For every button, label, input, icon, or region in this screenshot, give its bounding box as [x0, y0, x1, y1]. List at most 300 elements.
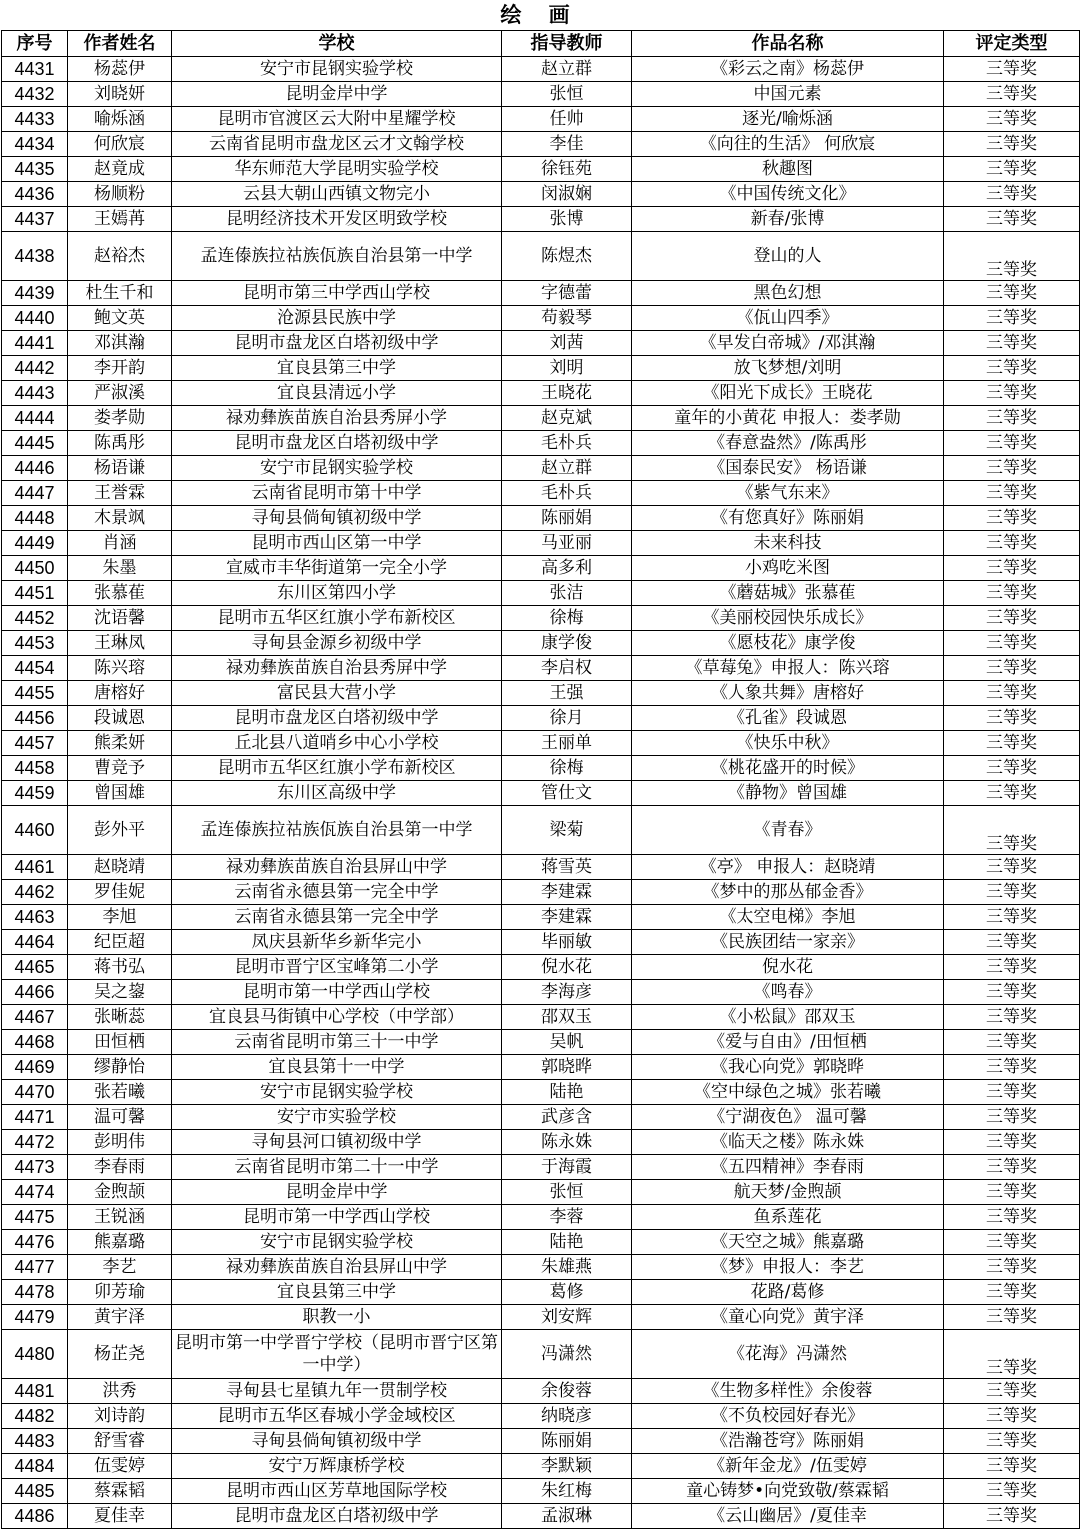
- header-cell: 评定类型: [944, 31, 1080, 57]
- serial-number-cell: 4446: [2, 456, 68, 481]
- school-cell: 东川区高级中学: [172, 781, 502, 806]
- author-name-cell: 罗佳妮: [68, 880, 172, 905]
- author-name-cell: 娄孝勋: [68, 406, 172, 431]
- award-type-cell: 三等奖: [944, 1130, 1080, 1155]
- serial-number-cell: 4438: [2, 232, 68, 281]
- header-cell: 学校: [172, 31, 502, 57]
- table-row: [2, 606, 1080, 631]
- teacher-cell: 王强: [502, 681, 632, 706]
- table-row: [2, 556, 1080, 581]
- teacher-cell: 张恒: [502, 1180, 632, 1205]
- award-type-cell: 三等奖: [944, 381, 1080, 406]
- table-row: [2, 157, 1080, 182]
- author-name-cell: 伍雯婷: [68, 1454, 172, 1479]
- serial-number-cell: 4458: [2, 756, 68, 781]
- serial-number-cell: 4441: [2, 331, 68, 356]
- work-title-cell: 逐光/喻烁涵: [632, 107, 944, 132]
- author-name-cell: 赵竟成: [68, 157, 172, 182]
- table-row: [2, 1030, 1080, 1055]
- award-type-cell: 三等奖: [944, 1055, 1080, 1080]
- work-title-cell: 黑色幻想: [632, 281, 944, 306]
- award-type-cell: 三等奖: [944, 1404, 1080, 1429]
- table-row: [2, 855, 1080, 880]
- teacher-cell: 武彦含: [502, 1105, 632, 1130]
- award-type-cell: 三等奖: [944, 406, 1080, 431]
- serial-number-cell: 4452: [2, 606, 68, 631]
- teacher-cell: 刘明: [502, 356, 632, 381]
- work-title-cell: 花路/葛修: [632, 1280, 944, 1305]
- author-name-cell: 赵晓靖: [68, 855, 172, 880]
- author-name-cell: 刘晓妍: [68, 82, 172, 107]
- teacher-cell: 李建霖: [502, 905, 632, 930]
- table-row: [2, 756, 1080, 781]
- award-type-cell: 三等奖: [944, 905, 1080, 930]
- work-title-cell: 《花海》冯潇然: [632, 1330, 944, 1379]
- awards-table: [1, 30, 1080, 1529]
- table-row: [2, 1454, 1080, 1479]
- serial-number-cell: 4459: [2, 781, 68, 806]
- teacher-cell: 陈煜杰: [502, 232, 632, 281]
- work-title-cell: 中国元素: [632, 82, 944, 107]
- school-cell: 云南省永德县第一完全中学: [172, 880, 502, 905]
- work-title-cell: 《草莓兔》申报人：陈兴瑢: [632, 656, 944, 681]
- teacher-cell: 王丽单: [502, 731, 632, 756]
- table-row: [2, 880, 1080, 905]
- school-cell: 禄劝彝族苗族自治县屏山中学: [172, 855, 502, 880]
- teacher-cell: 张洁: [502, 581, 632, 606]
- author-name-cell: 陈兴瑢: [68, 656, 172, 681]
- school-cell: 丘北县八道哨乡中心小学校: [172, 731, 502, 756]
- school-cell: 云南省昆明市第三十一中学: [172, 1030, 502, 1055]
- school-cell: 东川区第四小学: [172, 581, 502, 606]
- award-type-cell: 三等奖: [944, 456, 1080, 481]
- school-cell: 昆明市晋宁区宝峰第二小学: [172, 955, 502, 980]
- author-name-cell: 杨语谦: [68, 456, 172, 481]
- table-row: [2, 1180, 1080, 1205]
- table-row: [2, 406, 1080, 431]
- teacher-cell: 毕丽敏: [502, 930, 632, 955]
- work-title-cell: 《太空电梯》李旭: [632, 905, 944, 930]
- author-name-cell: 杜生千和: [68, 281, 172, 306]
- work-title-cell: 《阳光下成长》王晓花: [632, 381, 944, 406]
- serial-number-cell: 4468: [2, 1030, 68, 1055]
- table-row: [2, 182, 1080, 207]
- work-title-cell: 《桃花盛开的时候》: [632, 756, 944, 781]
- serial-number-cell: 4448: [2, 506, 68, 531]
- teacher-cell: 字德蕾: [502, 281, 632, 306]
- work-title-cell: 《不负校园好春光》: [632, 1404, 944, 1429]
- work-title-cell: 倪水花: [632, 955, 944, 980]
- table-row: [2, 207, 1080, 232]
- teacher-cell: 李启权: [502, 656, 632, 681]
- teacher-cell: 倪水花: [502, 955, 632, 980]
- table-row: [2, 1429, 1080, 1454]
- teacher-cell: 邵双玉: [502, 1005, 632, 1030]
- school-cell: 宜良县第十一中学: [172, 1055, 502, 1080]
- teacher-cell: 陈丽娟: [502, 1429, 632, 1454]
- table-row: [2, 1155, 1080, 1180]
- teacher-cell: 徐钰苑: [502, 157, 632, 182]
- table-row: [2, 1404, 1080, 1429]
- teacher-cell: 冯潇然: [502, 1330, 632, 1379]
- award-type-cell: 三等奖: [944, 1280, 1080, 1305]
- serial-number-cell: 4481: [2, 1379, 68, 1404]
- award-type-cell: 三等奖: [944, 1205, 1080, 1230]
- serial-number-cell: 4478: [2, 1280, 68, 1305]
- school-cell: 凤庆县新华乡新华完小: [172, 930, 502, 955]
- teacher-cell: 张恒: [502, 82, 632, 107]
- teacher-cell: 任帅: [502, 107, 632, 132]
- table-row: [2, 681, 1080, 706]
- serial-number-cell: 4445: [2, 431, 68, 456]
- table-row: [2, 481, 1080, 506]
- school-cell: 昆明市五华区红旗小学布新校区: [172, 606, 502, 631]
- work-title-cell: 《紫气东来》: [632, 481, 944, 506]
- serial-number-cell: 4451: [2, 581, 68, 606]
- serial-number-cell: 4443: [2, 381, 68, 406]
- work-title-cell: 《空中绿色之城》张若曦: [632, 1080, 944, 1105]
- teacher-cell: 徐梅: [502, 606, 632, 631]
- author-name-cell: 彭外平: [68, 806, 172, 855]
- award-type-cell: 三等奖: [944, 980, 1080, 1005]
- author-name-cell: 熊嘉璐: [68, 1230, 172, 1255]
- school-cell: 昆明市第一中学西山学校: [172, 980, 502, 1005]
- work-title-cell: 鱼系莲花: [632, 1205, 944, 1230]
- teacher-cell: 徐梅: [502, 756, 632, 781]
- award-type-cell: 三等奖: [944, 157, 1080, 182]
- table-row: [2, 82, 1080, 107]
- school-cell: 孟连傣族拉祜族佤族自治县第一中学: [172, 232, 502, 281]
- teacher-cell: 李默颖: [502, 1454, 632, 1479]
- teacher-cell: 赵立群: [502, 456, 632, 481]
- author-name-cell: 王锐涵: [68, 1205, 172, 1230]
- award-type-cell: 三等奖: [944, 1379, 1080, 1404]
- award-type-cell: 三等奖: [944, 132, 1080, 157]
- award-type-cell: 三等奖: [944, 107, 1080, 132]
- serial-number-cell: 4467: [2, 1005, 68, 1030]
- work-title-cell: 《向往的生活》 何欣宸: [632, 132, 944, 157]
- serial-number-cell: 4479: [2, 1305, 68, 1330]
- table-row: [2, 531, 1080, 556]
- serial-number-cell: 4465: [2, 955, 68, 980]
- serial-number-cell: 4480: [2, 1330, 68, 1379]
- author-name-cell: 金煦颉: [68, 1180, 172, 1205]
- work-title-cell: 《国泰民安》 杨语谦: [632, 456, 944, 481]
- author-name-cell: 段诚恩: [68, 706, 172, 731]
- work-title-cell: 《小松鼠》邵双玉: [632, 1005, 944, 1030]
- award-type-cell: 三等奖: [944, 681, 1080, 706]
- work-title-cell: 《有您真好》陈丽娟: [632, 506, 944, 531]
- award-type-cell: 三等奖: [944, 656, 1080, 681]
- author-name-cell: 沈语馨: [68, 606, 172, 631]
- serial-number-cell: 4474: [2, 1180, 68, 1205]
- teacher-cell: 苟毅琴: [502, 306, 632, 331]
- award-type-cell: 三等奖: [944, 1429, 1080, 1454]
- author-name-cell: 蒋书弘: [68, 955, 172, 980]
- table-row: [2, 781, 1080, 806]
- author-name-cell: 张晰蕊: [68, 1005, 172, 1030]
- table-row: [2, 107, 1080, 132]
- work-title-cell: 童年的小黄花 申报人：娄孝勋: [632, 406, 944, 431]
- award-type-cell: 三等奖: [944, 631, 1080, 656]
- school-cell: 昆明市第三中学西山学校: [172, 281, 502, 306]
- serial-number-cell: 4477: [2, 1255, 68, 1280]
- award-type-cell: 三等奖: [944, 57, 1080, 82]
- serial-number-cell: 4471: [2, 1105, 68, 1130]
- table-row: [2, 1230, 1080, 1255]
- award-type-cell: 三等奖: [944, 706, 1080, 731]
- school-cell: 昆明市盘龙区白塔初级中学: [172, 1504, 502, 1529]
- serial-number-cell: 4473: [2, 1155, 68, 1180]
- work-title-cell: 《生物多样性》余俊蓉: [632, 1379, 944, 1404]
- teacher-cell: 高多利: [502, 556, 632, 581]
- school-cell: 安宁市昆钢实验学校: [172, 1080, 502, 1105]
- teacher-cell: 刘安辉: [502, 1305, 632, 1330]
- award-type-cell: 三等奖: [944, 606, 1080, 631]
- school-cell: 昆明市盘龙区白塔初级中学: [172, 706, 502, 731]
- author-name-cell: 纪臣超: [68, 930, 172, 955]
- table-row: [2, 1080, 1080, 1105]
- school-cell: 云县大朝山西镇文物完小: [172, 182, 502, 207]
- teacher-cell: 朱雄燕: [502, 1255, 632, 1280]
- school-cell: 寻甸县倘甸镇初级中学: [172, 1429, 502, 1454]
- teacher-cell: 马亚丽: [502, 531, 632, 556]
- school-cell: 安宁市昆钢实验学校: [172, 57, 502, 82]
- author-name-cell: 刘诗韵: [68, 1404, 172, 1429]
- award-type-cell: 三等奖: [944, 207, 1080, 232]
- author-name-cell: 何欣宸: [68, 132, 172, 157]
- table-row: [2, 232, 1080, 281]
- teacher-cell: 朱红梅: [502, 1479, 632, 1504]
- award-type-cell: 三等奖: [944, 1330, 1080, 1379]
- serial-number-cell: 4436: [2, 182, 68, 207]
- author-name-cell: 唐榕好: [68, 681, 172, 706]
- award-type-cell: 三等奖: [944, 182, 1080, 207]
- teacher-cell: 葛修: [502, 1280, 632, 1305]
- school-cell: 云南省昆明市第十中学: [172, 481, 502, 506]
- serial-number-cell: 4460: [2, 806, 68, 855]
- work-title-cell: 《宁湖夜色》 温可馨: [632, 1105, 944, 1130]
- school-cell: 安宁万辉康桥学校: [172, 1454, 502, 1479]
- author-name-cell: 杨芷尧: [68, 1330, 172, 1379]
- work-title-cell: 《鸣春》: [632, 980, 944, 1005]
- work-title-cell: 登山的人: [632, 232, 944, 281]
- page-title: 绘 画: [500, 3, 580, 27]
- serial-number-cell: 4457: [2, 731, 68, 756]
- work-title-cell: 《佤山四季》: [632, 306, 944, 331]
- school-cell: 安宁市实验学校: [172, 1105, 502, 1130]
- work-title-cell: 《孔雀》段诚恩: [632, 706, 944, 731]
- table-row: [2, 356, 1080, 381]
- award-type-cell: 三等奖: [944, 581, 1080, 606]
- award-type-cell: 三等奖: [944, 781, 1080, 806]
- school-cell: 富民县大营小学: [172, 681, 502, 706]
- school-cell: 宜良县第三中学: [172, 1280, 502, 1305]
- work-title-cell: 《亭》 申报人：赵晓靖: [632, 855, 944, 880]
- author-name-cell: 王誉霖: [68, 481, 172, 506]
- school-cell: 宣威市丰华街道第一完全小学: [172, 556, 502, 581]
- school-cell: 华东师范大学昆明实验学校: [172, 157, 502, 182]
- teacher-cell: 赵立群: [502, 57, 632, 82]
- serial-number-cell: 4482: [2, 1404, 68, 1429]
- teacher-cell: 康学俊: [502, 631, 632, 656]
- author-name-cell: 洪秀: [68, 1379, 172, 1404]
- teacher-cell: 李佳: [502, 132, 632, 157]
- serial-number-cell: 4486: [2, 1504, 68, 1529]
- author-name-cell: 朱墨: [68, 556, 172, 581]
- author-name-cell: 舒雪睿: [68, 1429, 172, 1454]
- award-type-cell: 三等奖: [944, 756, 1080, 781]
- award-type-cell: 三等奖: [944, 1080, 1080, 1105]
- table-row: [2, 1330, 1080, 1379]
- work-title-cell: 《云山幽居》/夏佳幸: [632, 1504, 944, 1529]
- author-name-cell: 邓淇瀚: [68, 331, 172, 356]
- award-type-cell: 三等奖: [944, 232, 1080, 281]
- table-row: [2, 1479, 1080, 1504]
- table-row: [2, 57, 1080, 82]
- school-cell: 昆明市第一中学晋宁学校（昆明市晋宁区第一中学）: [172, 1330, 502, 1379]
- work-title-cell: 童心铸梦•向党致敬/蔡霖韬: [632, 1479, 944, 1504]
- award-type-cell: 三等奖: [944, 855, 1080, 880]
- serial-number-cell: 4476: [2, 1230, 68, 1255]
- school-cell: 寻甸县倘甸镇初级中学: [172, 506, 502, 531]
- work-title-cell: 《民族团结一家亲》: [632, 930, 944, 955]
- school-cell: 昆明市官渡区云大附中星耀学校: [172, 107, 502, 132]
- author-name-cell: 赵裕杰: [68, 232, 172, 281]
- award-type-cell: 三等奖: [944, 1479, 1080, 1504]
- award-type-cell: 三等奖: [944, 281, 1080, 306]
- school-cell: 宜良县马街镇中心学校（中学部）: [172, 1005, 502, 1030]
- school-cell: 云南省昆明市盘龙区云才文翰学校: [172, 132, 502, 157]
- author-name-cell: 鲍文英: [68, 306, 172, 331]
- teacher-cell: 张博: [502, 207, 632, 232]
- school-cell: 昆明经济技术开发区明致学校: [172, 207, 502, 232]
- award-type-cell: 三等奖: [944, 1005, 1080, 1030]
- school-cell: 昆明金岸中学: [172, 1180, 502, 1205]
- author-name-cell: 陈禹彤: [68, 431, 172, 456]
- author-name-cell: 彭明伟: [68, 1130, 172, 1155]
- teacher-cell: 陆艳: [502, 1080, 632, 1105]
- award-type-cell: 三等奖: [944, 1305, 1080, 1330]
- table-row: [2, 132, 1080, 157]
- serial-number-cell: 4447: [2, 481, 68, 506]
- school-cell: 寻甸县河口镇初级中学: [172, 1130, 502, 1155]
- work-title-cell: 放飞梦想/刘明: [632, 356, 944, 381]
- table-row: [2, 581, 1080, 606]
- award-type-cell: 三等奖: [944, 481, 1080, 506]
- table-row: [2, 731, 1080, 756]
- work-title-cell: 《天空之城》熊嘉璐: [632, 1230, 944, 1255]
- table-row: [2, 1255, 1080, 1280]
- serial-number-cell: 4485: [2, 1479, 68, 1504]
- work-title-cell: 《童心向党》黄宇泽: [632, 1305, 944, 1330]
- teacher-cell: 毛朴兵: [502, 431, 632, 456]
- award-type-cell: 三等奖: [944, 880, 1080, 905]
- work-title-cell: 《静物》曾国雄: [632, 781, 944, 806]
- serial-number-cell: 4439: [2, 281, 68, 306]
- teacher-cell: 梁菊: [502, 806, 632, 855]
- serial-number-cell: 4431: [2, 57, 68, 82]
- serial-number-cell: 4472: [2, 1130, 68, 1155]
- serial-number-cell: 4462: [2, 880, 68, 905]
- work-title-cell: 《春意盎然》/陈禹彤: [632, 431, 944, 456]
- teacher-cell: 徐月: [502, 706, 632, 731]
- teacher-cell: 赵克斌: [502, 406, 632, 431]
- school-cell: 宜良县第三中学: [172, 356, 502, 381]
- work-title-cell: 《青春》: [632, 806, 944, 855]
- table-row: [2, 306, 1080, 331]
- author-name-cell: 田恒栖: [68, 1030, 172, 1055]
- award-type-cell: 三等奖: [944, 1255, 1080, 1280]
- school-cell: 昆明市西山区芳草地国际学校: [172, 1479, 502, 1504]
- work-title-cell: 新春/张博: [632, 207, 944, 232]
- school-cell: 沧源县民族中学: [172, 306, 502, 331]
- award-type-cell: 三等奖: [944, 1155, 1080, 1180]
- author-name-cell: 曹竞予: [68, 756, 172, 781]
- award-type-cell: 三等奖: [944, 930, 1080, 955]
- work-title-cell: 《中国传统文化》: [632, 182, 944, 207]
- author-name-cell: 王嫣苒: [68, 207, 172, 232]
- teacher-cell: 李建霖: [502, 880, 632, 905]
- work-title-cell: 《爱与自由》/田恒栖: [632, 1030, 944, 1055]
- serial-number-cell: 4469: [2, 1055, 68, 1080]
- table-row: [2, 930, 1080, 955]
- author-name-cell: 王琳凤: [68, 631, 172, 656]
- work-title-cell: 小鸡吃米图: [632, 556, 944, 581]
- school-cell: 寻甸县七星镇九年一贯制学校: [172, 1379, 502, 1404]
- school-cell: 寻甸县金源乡初级中学: [172, 631, 502, 656]
- author-name-cell: 夏佳幸: [68, 1504, 172, 1529]
- work-title-cell: 《愿枝花》康学俊: [632, 631, 944, 656]
- work-title-cell: 未来科技: [632, 531, 944, 556]
- teacher-cell: 孟淑琳: [502, 1504, 632, 1529]
- serial-number-cell: 4442: [2, 356, 68, 381]
- serial-number-cell: 4470: [2, 1080, 68, 1105]
- award-type-cell: 三等奖: [944, 731, 1080, 756]
- table-row: [2, 281, 1080, 306]
- table-row: [2, 381, 1080, 406]
- author-name-cell: 张若曦: [68, 1080, 172, 1105]
- serial-number-cell: 4456: [2, 706, 68, 731]
- school-cell: 昆明市盘龙区白塔初级中学: [172, 331, 502, 356]
- table-row: [2, 1130, 1080, 1155]
- serial-number-cell: 4450: [2, 556, 68, 581]
- author-name-cell: 缪静怡: [68, 1055, 172, 1080]
- award-type-cell: 三等奖: [944, 506, 1080, 531]
- school-cell: 昆明市五华区春城小学金域校区: [172, 1404, 502, 1429]
- school-cell: 禄劝彝族苗族自治县秀屏中学: [172, 656, 502, 681]
- teacher-cell: 李蓉: [502, 1205, 632, 1230]
- serial-number-cell: 4484: [2, 1454, 68, 1479]
- serial-number-cell: 4432: [2, 82, 68, 107]
- serial-number-cell: 4433: [2, 107, 68, 132]
- teacher-cell: 毛朴兵: [502, 481, 632, 506]
- teacher-cell: 郭晓晔: [502, 1055, 632, 1080]
- work-title-cell: 《梦中的那丛郁金香》: [632, 880, 944, 905]
- table-row: [2, 1504, 1080, 1529]
- table-row: [2, 431, 1080, 456]
- author-name-cell: 熊柔妍: [68, 731, 172, 756]
- teacher-cell: 吴帆: [502, 1030, 632, 1055]
- table-row: [2, 506, 1080, 531]
- award-type-cell: 三等奖: [944, 556, 1080, 581]
- author-name-cell: 肖涵: [68, 531, 172, 556]
- school-cell: 昆明市五华区红旗小学布新校区: [172, 756, 502, 781]
- work-title-cell: 《梦》申报人：李艺: [632, 1255, 944, 1280]
- school-cell: 安宁市昆钢实验学校: [172, 1230, 502, 1255]
- author-name-cell: 温可馨: [68, 1105, 172, 1130]
- work-title-cell: 《美丽校园快乐成长》: [632, 606, 944, 631]
